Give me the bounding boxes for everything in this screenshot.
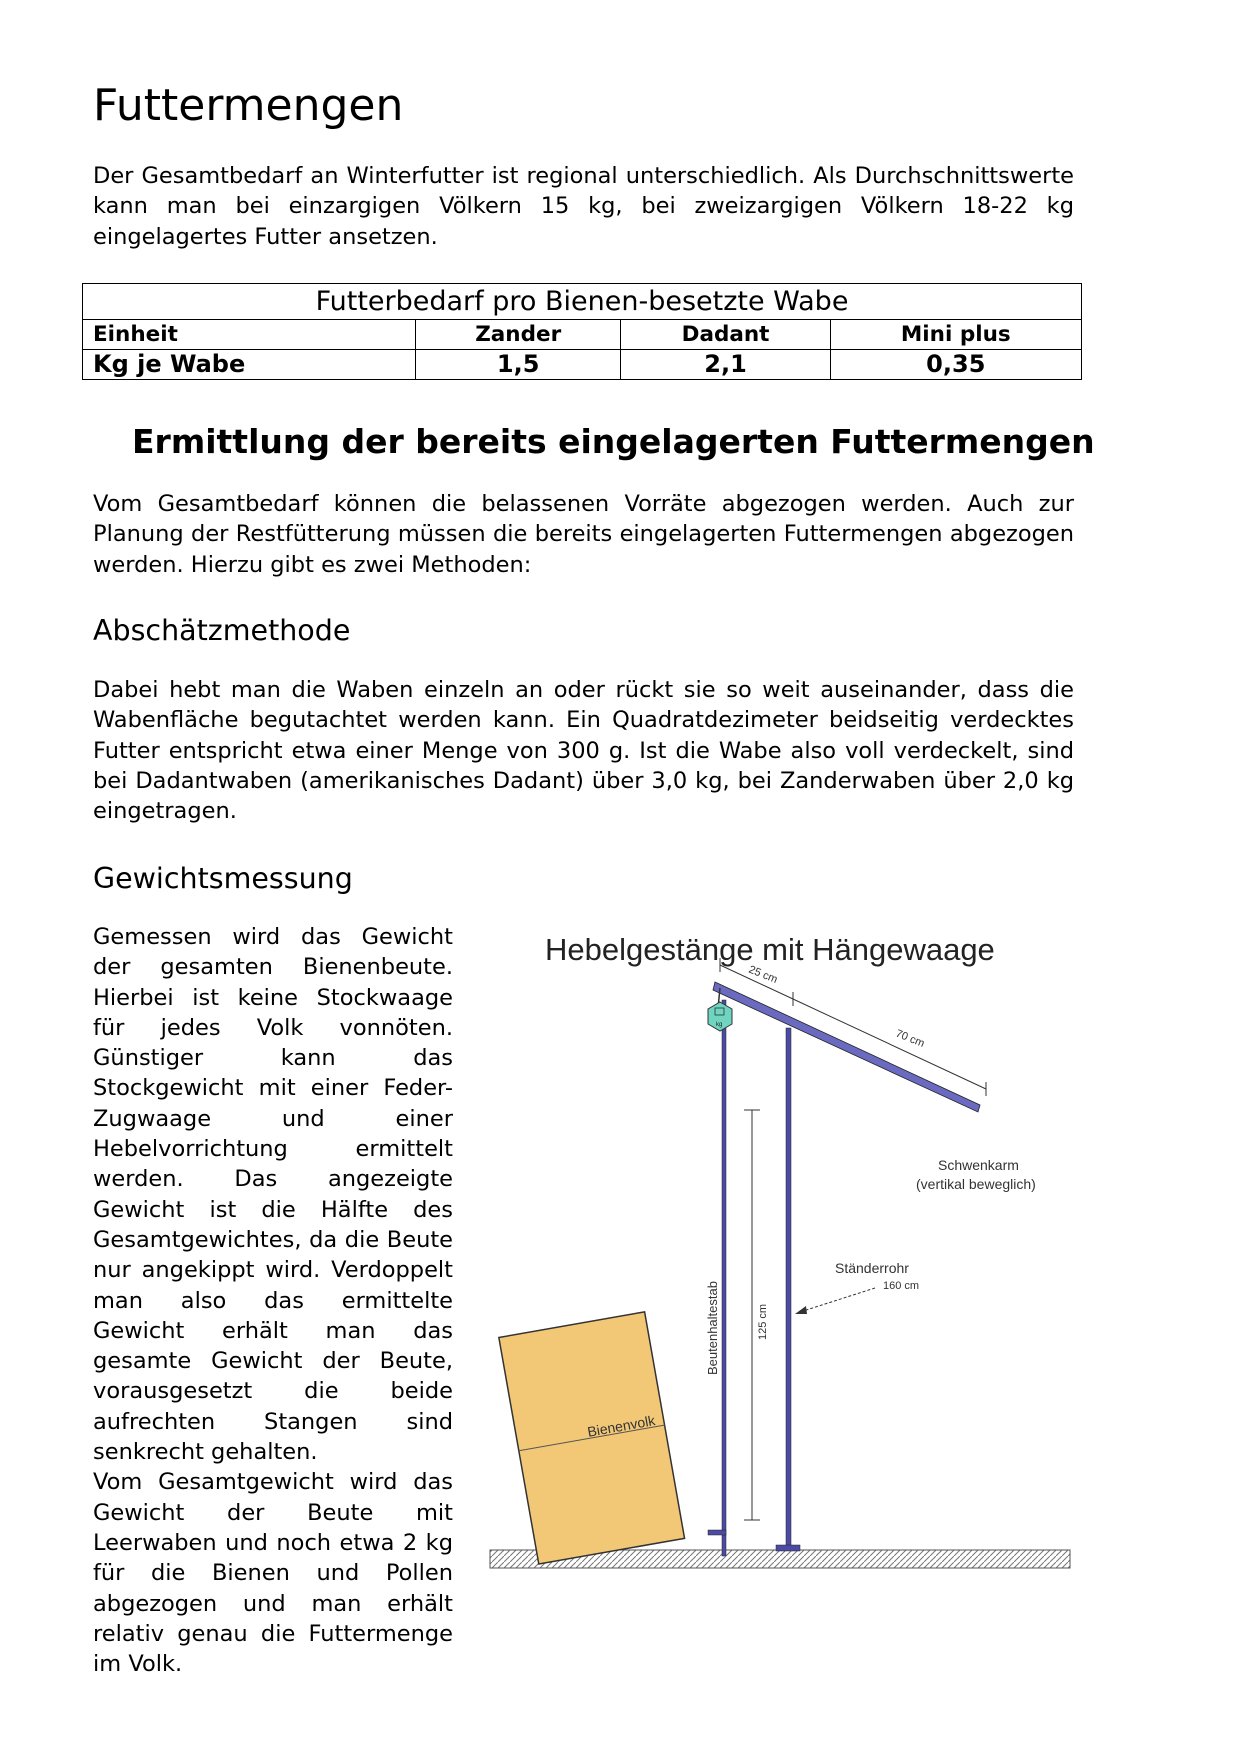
- lever-scale-diagram: [480, 920, 1100, 1580]
- pipe-length-label: 160 cm: [883, 1280, 920, 1292]
- table-cell: Kg je Wabe: [83, 350, 416, 380]
- hive-label: Bienenvolk: [586, 1412, 657, 1440]
- arm-label: Schwenkarm: [938, 1157, 1019, 1173]
- scale-label: kg: [716, 1022, 723, 1028]
- arm-dim-long: [793, 999, 986, 1089]
- table-header-cell: Dadant: [621, 320, 830, 350]
- table-header-cell: Zander: [415, 320, 621, 350]
- method-intro-paragraph: Vom Gesamtbedarf können die belassenen Vorräte abgezogen werden. Auch zur Planung der Restfütterung müssen die bereits eingelagerten Futtermengen abgezogen werden. Hierzu gibt es zwei Methoden:: [93, 491, 1074, 578]
- subheading-estimate: Abschätzmethode: [93, 614, 351, 647]
- standing-pipe: [786, 1028, 791, 1550]
- table-row: [83, 350, 1082, 380]
- rod-length-label: 125 cm: [757, 1303, 769, 1340]
- table-cell: 0,35: [830, 350, 1081, 380]
- pipe-label: Ständerrohr: [835, 1260, 909, 1276]
- weight-paragraph: Gemessen wird das Gewicht der gesamten Bienenbeute. Hierbei ist keine Stockwaage für jedes Volk vonnöten. Günstiger kann das Stockgewicht mit einer Feder-Zugwaage und einer Hebelvorrichtung ermittelt werden. Das angezeigte Gewicht ist die Hälfte des Gesamtgewichtes, da die Beute nur angekippt wird. Verdoppelt man also das ermittelte Gewicht erhält man das gesamte Gewicht der Beute, vorausgesetzt die beide aufrechten Stangen sind senkrecht gehalten. Vom Gesamtgewicht wird das Gewicht der Beute mit Leerwaben und noch etwa 2 kg für die Bienen und Pollen abgezogen und man erhält relativ genau die Futtermenge im Volk.: [93, 924, 453, 1678]
- table-caption: Futterbedarf pro Bienen-besetzte Wabe: [83, 284, 1082, 320]
- swing-arm: [713, 982, 980, 1112]
- pipe-foot: [776, 1545, 800, 1551]
- section-heading: Ermittlung der bereits eingelagerten Futtermengen: [132, 422, 1095, 461]
- rod-foot: [708, 1530, 726, 1535]
- intro-paragraph: Der Gesamtbedarf an Winterfutter ist regional unterschiedlich. Als Durchschnittswerte kann man bei einzargigen Völkern 15 kg, bei zweizargigen Völkern 18-22 kg eingelagertes Futter ansetzen.: [93, 163, 1074, 250]
- arm-sub-label: (vertikal beweglich): [916, 1176, 1036, 1192]
- pipe-arrow: [800, 1288, 875, 1312]
- estimate-paragraph: Dabei hebt man die Waben einzeln an oder rückt sie so weit auseinander, dass die Wabenfläche begutachtet werden kann. Ein Quadratdezimeter beidseitig verdecktes Futter entspricht etwa einer Menge von 300 g. Ist die Wabe also voll verdeckelt, sind bei Dadantwaben (amerikanisches Dadant) über 3,0 kg, bei Zanderwaben über 2,0 kg eingetragen.: [93, 677, 1074, 825]
- page-title: Futtermengen: [93, 80, 404, 131]
- table-header-cell: Mini plus: [830, 320, 1081, 350]
- diagram-title: Hebelgestänge mit Hängewaage: [545, 932, 995, 967]
- arm-dim-short-label: 25 cm: [746, 963, 780, 987]
- subheading-weight: Gewichtsmessung: [93, 862, 353, 895]
- table-cell: 1,5: [415, 350, 621, 380]
- arm-dim-long-label: 70 cm: [893, 1027, 927, 1051]
- table-header-cell: Einheit: [83, 320, 416, 350]
- rod-label: Beutenhaltestab: [705, 1281, 720, 1375]
- table-header-row: [83, 320, 1082, 350]
- feed-table: [82, 283, 1082, 380]
- table-cell: 2,1: [621, 350, 830, 380]
- holding-rod: [722, 1000, 726, 1556]
